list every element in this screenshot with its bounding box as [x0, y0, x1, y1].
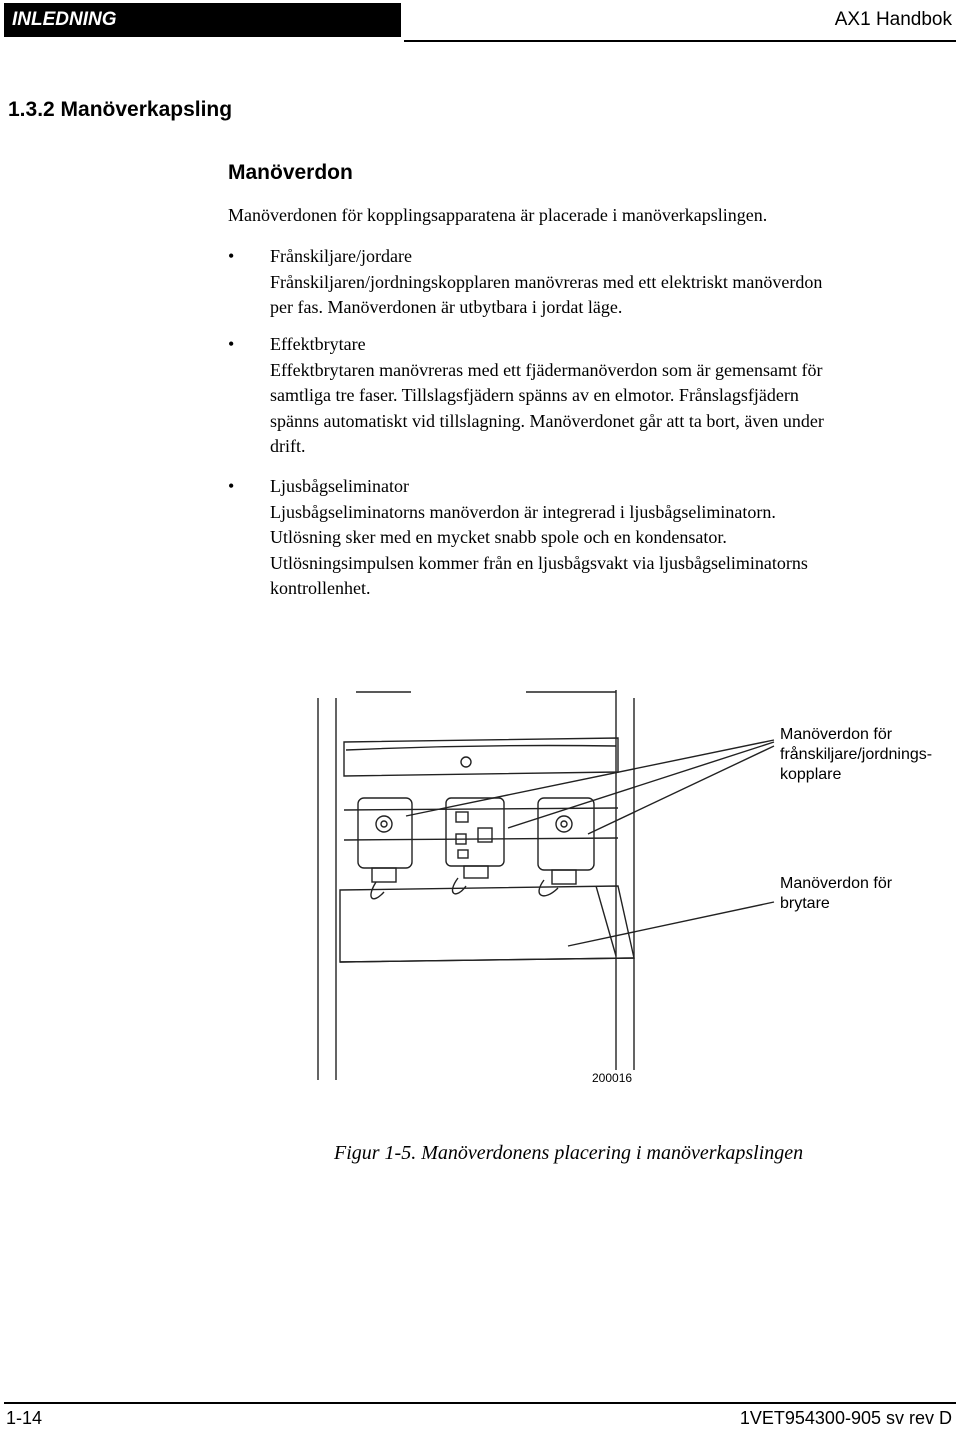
bullet-line: kontrollenhet. [270, 578, 371, 598]
bullet-dot: • [228, 246, 235, 266]
bullet-line: samtliga tre faser. Tillslagsfjädern spänns av en elmotor. Frånslagsfjädern [270, 385, 799, 405]
intro-paragraph: Manöverdonen för kopplingsapparatena är placerade i manöverkapslingen. [228, 205, 768, 225]
bullet-line: Frånskiljaren/jordningskopplaren manövreras med ett elektriskt manöverdon [270, 271, 823, 292]
bullet-line: Effektbrytaren manövreras med ett fjädermanöverdon som är gemensamt för [270, 359, 823, 380]
footer-rule [4, 1402, 956, 1404]
bullet-title: Effektbrytare [270, 334, 366, 354]
header-rule [404, 40, 956, 42]
label-breaker-operator: Manöverdon för brytare [780, 875, 893, 912]
footer-page-number: 1-14 [6, 1408, 43, 1428]
footer-doc-id: 1VET954300-905 sv rev D [739, 1408, 952, 1428]
bullet-title: Ljusbågseliminator [270, 476, 409, 496]
bullet-line: Utlösning sker med en mycket snabb spole och en kondensator. [270, 527, 727, 547]
bullet-dot: • [228, 334, 235, 354]
bullet-line: drift. [270, 436, 306, 456]
figure-number: 200016 [592, 1071, 633, 1085]
label-disconnector-operator: Manöverdon för frånskiljare/jordnings- kopplare [780, 726, 933, 783]
header-doc-title: AX1 Handbok [834, 9, 952, 30]
subheading: Manöverdon [228, 161, 353, 184]
figure-caption: Figur 1-5. Manöverdonens placering i manöverkapslingen [334, 1142, 804, 1164]
bullet-title: Frånskiljare/jordare [270, 246, 412, 266]
bullet-line: per fas. Manöverdonen är utbytbara i jordat läge. [270, 297, 623, 317]
bullet-line: spänns automatiskt vid tillslagning. Manöverdonet går att ta bort, även under [270, 410, 824, 431]
bullet-dot: • [228, 476, 235, 496]
header-section-label: INLEDNING [4, 3, 401, 37]
bullet-line: Utlösningsimpulsen kommer från en ljusbågsvakt via ljusbågseliminatorns [270, 552, 808, 573]
bullet-line: Ljusbågseliminatorns manöverdon är integrerad i ljusbågseliminatorn. [270, 501, 776, 522]
section-title: 1.3.2 Manöverkapsling [8, 98, 233, 121]
